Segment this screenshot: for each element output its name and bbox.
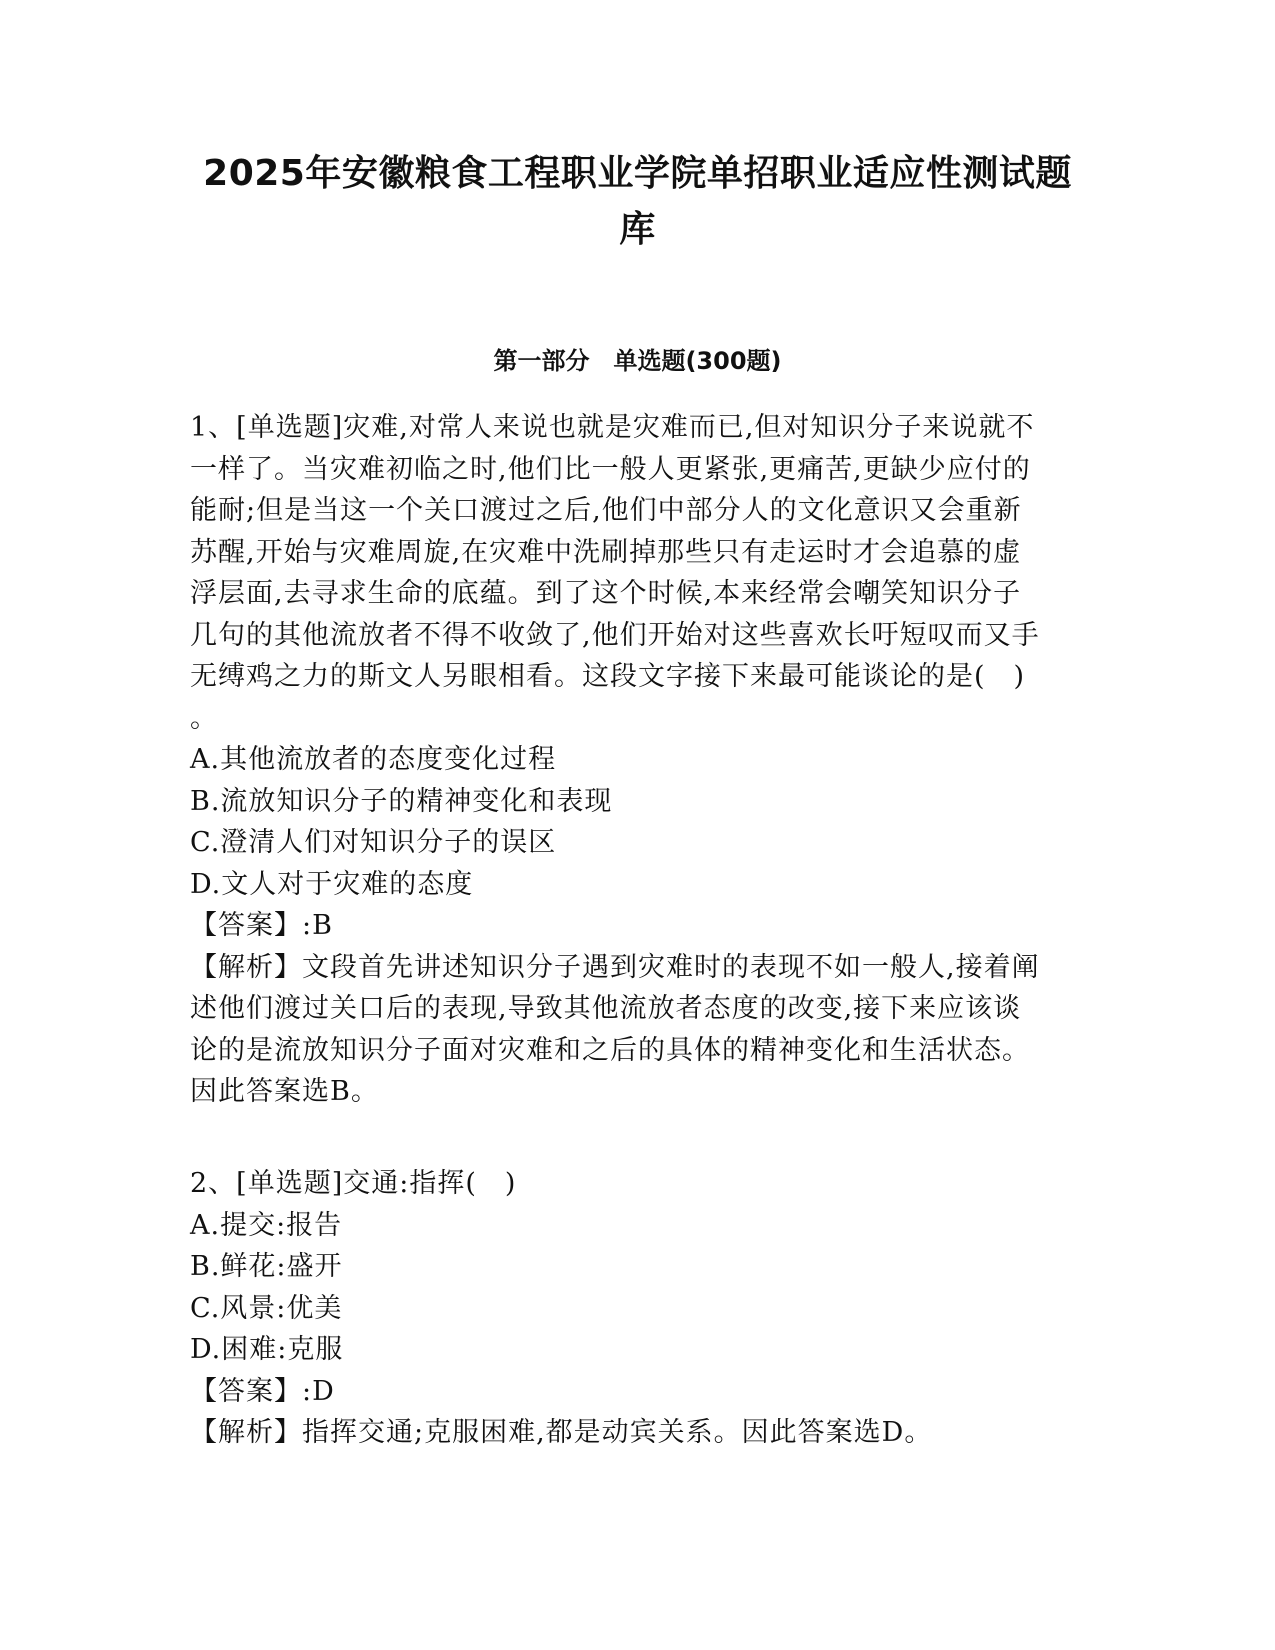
question-1-stem-line-8: 。 (190, 702, 218, 734)
question-2-stem-line-1: 2、[单选题]交通:指挥( ) (190, 1168, 517, 1199)
question-1-stem-line-4: 苏醒,开始与灾难周旋,在灾难中洗刷掉那些只有走运时才会追慕的虚 (190, 536, 1022, 568)
question-1-stem-line-1: 1、[单选题]灾难,对常人来说也就是灾难而已,但对知识分子来说就不 (190, 412, 1035, 443)
question-1-stem-line-7: 无缚鸡之力的斯文人另眼相看。这段文字接下来最可能谈论的是( ) (190, 661, 1026, 692)
question-1-answer: 【答案】:B (190, 910, 333, 941)
question-2-option-a: A.提交:报告 (190, 1209, 343, 1241)
question-1-stem-line-2: 一样了。当灾难初临之时,他们比一般人更紧张,更痛苦,更缺少应付的 (190, 453, 1031, 485)
question-1-analysis-line-2: 述他们渡过关口后的表现,导致其他流放者态度的改变,接下来应该谈 (190, 993, 1022, 1024)
question-2-option-b: B.鲜花:盛开 (190, 1251, 343, 1282)
question-1-option-b: B.流放知识分子的精神变化和表现 (190, 785, 613, 817)
question-2-option-c: C.风景:优美 (190, 1292, 343, 1324)
question-2-analysis-line-1: 【解析】指挥交通;克服困难,都是动宾关系。因此答案选D。 (190, 1417, 933, 1448)
question-2-answer: 【答案】:D (190, 1375, 335, 1407)
question-1-stem-line-6: 几句的其他流放者不得不收敛了,他们开始对这些喜欢长吁短叹而又手 (190, 619, 1040, 651)
question-1-option-a: A.其他流放者的态度变化过程 (190, 744, 557, 775)
question-1-analysis-line-3: 论的是流放知识分子面对灾难和之后的具体的精神变化和生活状态。 (190, 1034, 1030, 1066)
question-2 (190, 1163, 1090, 1454)
question-1 (190, 407, 1090, 1113)
page-title (180, 146, 1095, 258)
question-1-stem-line-5: 浮层面,去寻求生命的底蕴。到了这个时候,本来经常会嘲笑知识分子 (190, 578, 1022, 609)
title-line-1: 2025年安徽粮食工程职业学院单招职业适应性测试题 (203, 153, 1072, 194)
question-1-analysis-line-4: 因此答案选B。 (190, 1076, 379, 1107)
question-1-option-d: D.文人对于灾难的态度 (190, 868, 474, 900)
section-heading: 第一部分 单选题(300题) (493, 347, 782, 375)
question-1-analysis-line-1: 【解析】文段首先讲述知识分子遇到灾难时的表现不如一般人,接着阐 (190, 951, 1040, 983)
question-1-stem-line-3: 能耐;但是当这一个关口渡过之后,他们中部分人的文化意识又会重新 (190, 495, 1022, 526)
question-2-option-d: D.困难:克服 (190, 1334, 344, 1365)
question-1-option-c: C.澄清人们对知识分子的误区 (190, 827, 557, 858)
title-line-2: 库 (619, 209, 656, 250)
